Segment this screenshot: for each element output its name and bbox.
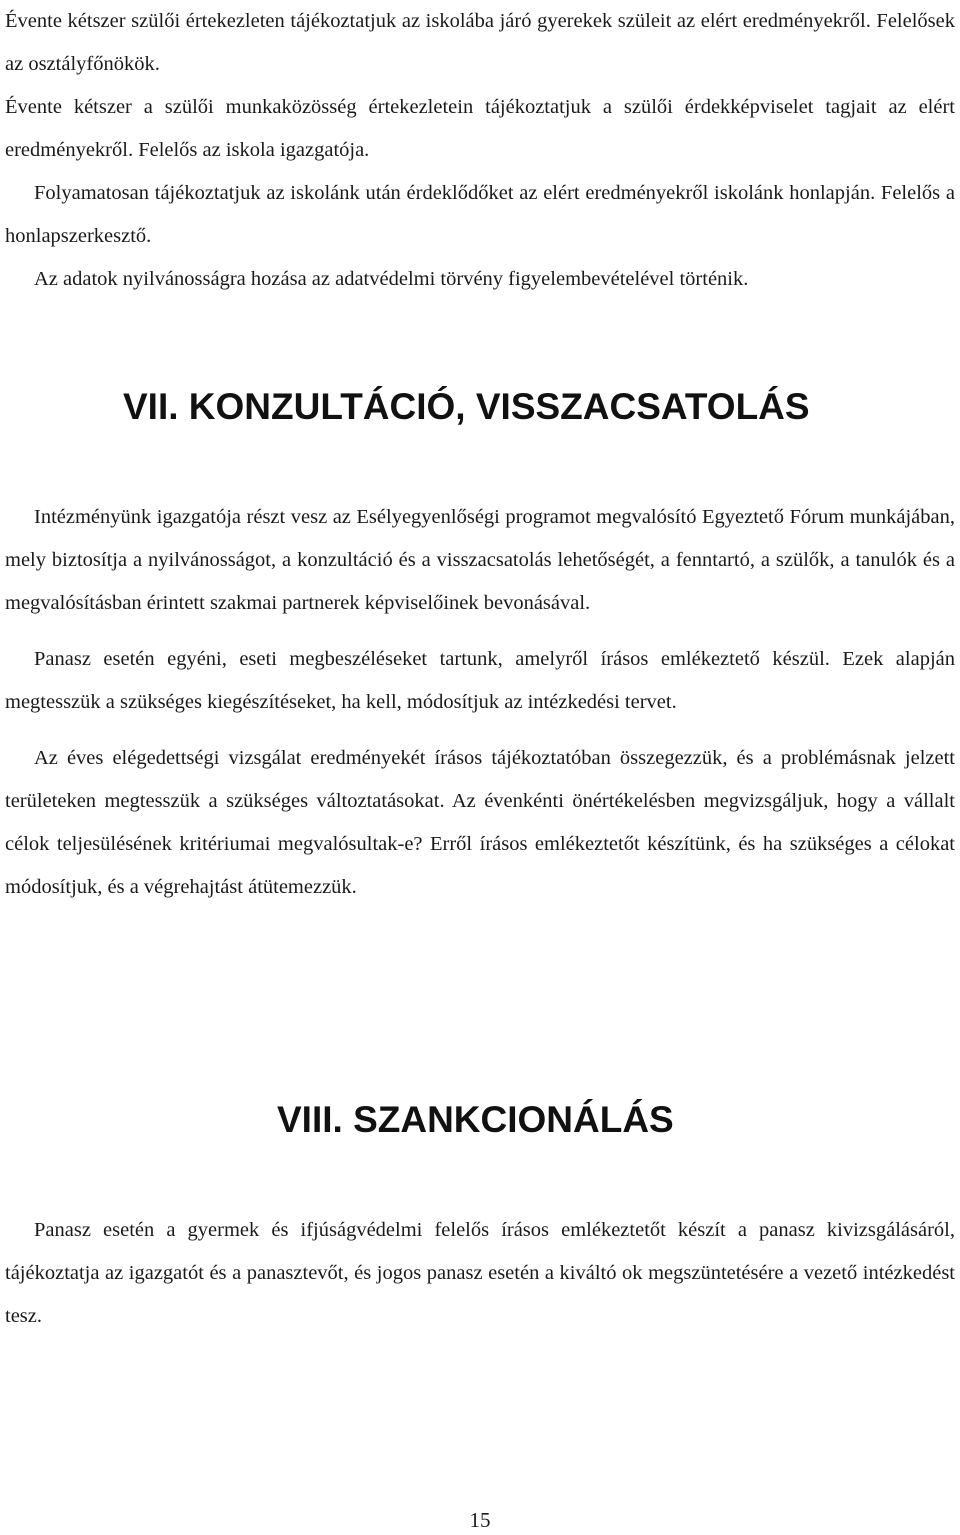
intro-block [5, 0, 955, 301]
paragraph-website: Folyamatosan tájékoztatjuk az iskolánk után érdeklődőket az elért eredményekről iskolánk honlapján. Felelős a honlapszerkesztő. [5, 182, 955, 247]
paragraph-complaint-meetings: Panasz esetén egyéni, eseti megbeszéléseket tartunk, amelyről írásos emlékeztető készül. Ezek alapján megtesszük a szükséges kiegészítéseket, ha kell, módosítjuk az intézkedési tervet. [5, 648, 955, 713]
paragraph-satisfaction-survey: Az éves elégedettségi vizsgálat eredményekét írásos tájékoztatóban összegezzük, és a problémásnak jelzett területeken megtesszük a szükséges változtatásokat. Az évenkénti önértékelésben megvizsgáljuk, hogy a vállalt célok teljesülésének kritériumai megvalósultak-e? Erről írásos emlékeztetőt készítünk, és ha szükséges a célokat módosítjuk, és a végrehajtást átütemezzük. [5, 747, 955, 898]
paragraph-data-protection: Az adatok nyilvánosságra hozása az adatvédelmi törvény figyelembevételével történik. [34, 268, 749, 290]
paragraph-parent-meetings: Évente kétszer szülői értekezleten tájékoztatjuk az iskolába járó gyerekek szüleit az elért eredményekről. Felelősek az osztályfőnökök. [5, 10, 955, 75]
section-sanctions-body [5, 1209, 955, 1338]
paragraph-forum: Intézményünk igazgatója részt vesz az Esélyegyenlőségi programot megvalósító Egyeztető Fórum munkájában, mely biztosítja a nyilvánosságot, a konzultáció és a visszacsatolás lehetőségét, a fenntartó, a szülők, a tanulók és a megvalósításban érintett szakmai partnerek képviselőinek bevonásával. [5, 506, 955, 614]
page-number: 15 [469, 1508, 491, 1532]
section-consultation-body [5, 496, 955, 909]
section-heading-sanctions: VIII. SZANKCIONÁLÁS [277, 1099, 674, 1140]
document-page [5, 0, 955, 1533]
paragraph-parent-community: Évente kétszer a szülői munkaközösség értekezletein tájékoztatjuk a szülői érdekképviselet tagjait az elért eredményekről. Felelős az iskola igazgatója. [5, 96, 955, 161]
section-heading-consultation: VII. KONZULTÁCIÓ, VISSZACSATOLÁS [123, 386, 810, 427]
paragraph-complaint-handling: Panasz esetén a gyermek és ifjúságvédelmi felelős írásos emlékeztetőt készít a panasz kivizsgálásáról, tájékoztatja az igazgatót és a panasztevőt, és jogos panasz esetén a kiváltó ok megszüntetésére a vezető intézkedést tesz. [5, 1219, 955, 1327]
